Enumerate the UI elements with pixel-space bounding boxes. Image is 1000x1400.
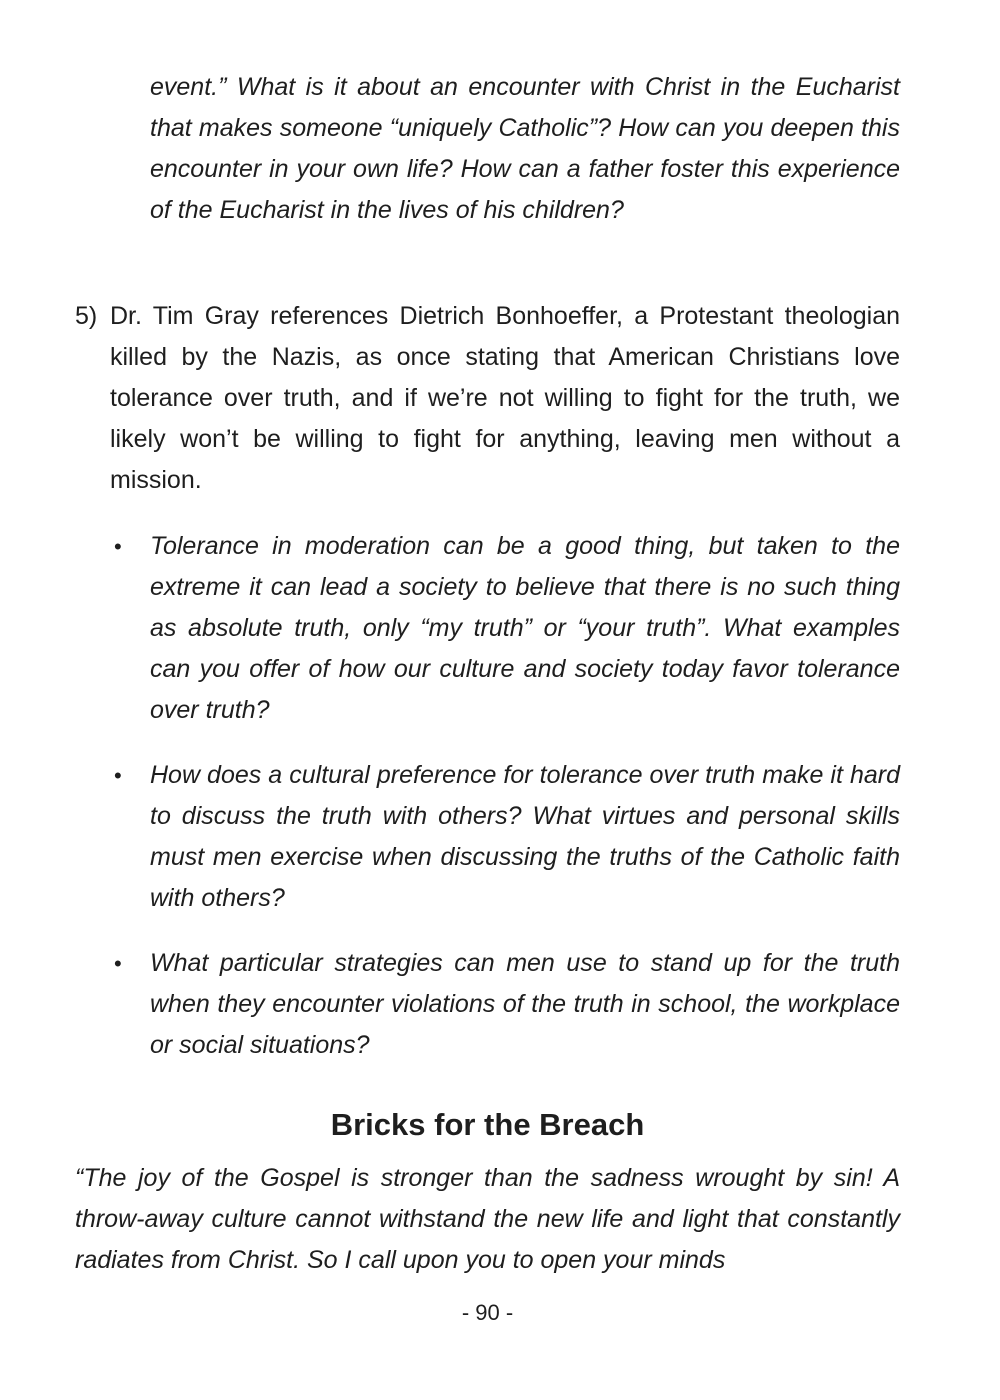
bullet-marker: •	[114, 534, 122, 559]
continued-question-text: event.” What is it about an encounter with Christ in the Eucharist that makes someone “uniquely Catholic”? How can you deepen this encounter in your own life? How can a father foster this experience of the Eucharist in the lives of his children?	[150, 73, 900, 224]
item-number: 5)	[75, 302, 98, 330]
bullet-text: Tolerance in moderation can be a good thing, but taken to the extreme it can lead a society to believe that there is no such thing as absolute truth, only “my truth” or “your truth”. What examples can you offer of how our culture and society today favor tolerance over truth?	[150, 532, 900, 724]
section-quote: “The joy of the Gospel is stronger than the sadness wrought by sin! A throw-away culture cannot withstand the new life and light that constantly radiates from Christ. So I call upon you to open your minds	[75, 1164, 900, 1274]
bullet-text: What particular strategies can men use to stand up for the truth when they encounter violations of the truth in school, the workplace or social situations?	[150, 949, 900, 1059]
bullet-marker: •	[114, 763, 122, 788]
bullet-text: How does a cultural preference for tolerance over truth make it hard to discuss the truth with others? What virtues and personal skills must men exercise when discussing the truths of the Catholic faith with others?	[150, 761, 900, 912]
item-text: Dr. Tim Gray references Dietrich Bonhoeffer, a Protestant theologian killed by the Nazis, as once stating that American Christians love tolerance over truth, and if we’re not willing to fight for the truth, we likely won’t be willing to fight for anything, leaving men without a mission.	[110, 302, 900, 494]
numbered-item-5	[75, 296, 900, 501]
bullet-item-3	[114, 943, 900, 1066]
bullet-item-1	[114, 526, 900, 731]
page-number: - 90 -	[461, 1300, 514, 1325]
bullet-marker: •	[114, 951, 122, 976]
bullet-item-2	[114, 755, 900, 919]
section-heading: Bricks for the Breach	[330, 1107, 645, 1142]
